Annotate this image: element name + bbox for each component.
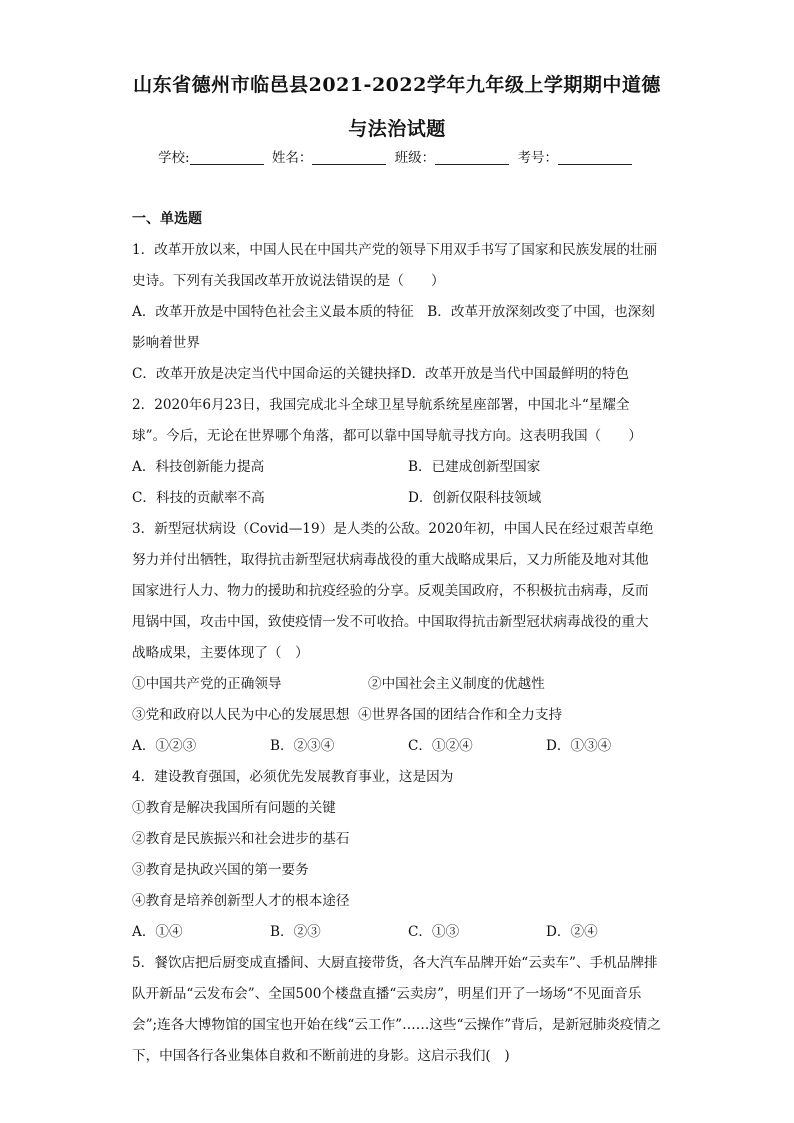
question-2-option-d[interactable]: D．创新仅限科技领域 xyxy=(408,490,542,506)
question-3-option-d[interactable]: D．①③④ xyxy=(546,738,612,754)
exam-number-label: 考号： xyxy=(517,150,558,166)
question-4-options xyxy=(132,917,662,948)
question-4-option-a[interactable]: A．①④ xyxy=(132,924,183,940)
question-3-statements-12 xyxy=(132,669,662,700)
question-3-statement-3: ③党和政府以人民为中心的发展思想 xyxy=(132,707,350,723)
question-3-options xyxy=(132,731,662,762)
question-3-option-c[interactable]: C．①②④ xyxy=(408,738,473,754)
name-blank[interactable] xyxy=(312,150,386,165)
question-2-options-ab xyxy=(132,452,662,483)
question-2-option-a[interactable]: A．科技创新能力提高 xyxy=(132,459,265,475)
question-3-stem: 3．新型冠状病设（Covid—19）是人类的公敌。2020年初，中国人民在经过艰苦卓绝努力并付出牺牲，取得抗击新型冠状病毒战役的重大战略成果后，又力所能及地对其他国家进行人力、物力的援助和抗疫经验的分享。反观美国政府，不积极抗击病毒，反而甩锅中国，攻击中国，致使疫情一发不可收拾。中国取得抗击新型冠状病毒战役的重大战略成果，主要体现了（ ） xyxy=(132,521,654,661)
section-title: 一、单选题 xyxy=(132,211,202,227)
question-4-option-d[interactable]: D．②④ xyxy=(546,924,598,940)
question-list xyxy=(132,204,662,1072)
question-1-option-a[interactable]: A．改革开放是中国特色社会主义最本质的特征 xyxy=(132,304,414,320)
question-3-statement-4: ④世界各国的团结合作和全力支持 xyxy=(358,707,563,723)
exam-title-line1: 山东省德州市临邑县2021-2022学年九年级上学期期中道德 xyxy=(133,74,661,96)
question-3-statements-34 xyxy=(132,700,662,731)
question-1-stem: 1．改革开放以来，中国人民在中国共产党的领导下用双手书写了国家和民族发展的壮丽史诗。下列有关我国改革开放说法错误的是（ ） xyxy=(132,242,658,289)
question-2-options-cd xyxy=(132,483,662,514)
question-2-stem: 2．2020年6月23日，我国完成北斗全球卫星导航系统星座部署，中国北斗“星耀全球”。今后，无论在世界哪个角落，都可以靠中国导航寻找方向。这表明我国（ ） xyxy=(132,397,642,444)
question-1-options-cd xyxy=(132,359,662,390)
question-1-option-b[interactable]: B．改革开放深刻改变了中国，也深刻影响着世界 xyxy=(132,304,655,351)
student-info-line xyxy=(0,146,794,166)
question-4-option-b[interactable]: B．②③ xyxy=(270,924,321,940)
question-4-option-c[interactable]: C．①③ xyxy=(408,924,460,940)
question-2-option-c[interactable]: C．科技的贡献率不高 xyxy=(132,490,265,506)
question-1-options-ab xyxy=(132,297,662,359)
question-1-option-d[interactable]: D．改革开放是当代中国最鲜明的特色 xyxy=(400,366,630,382)
name-label: 姓名： xyxy=(271,150,313,166)
class-blank[interactable] xyxy=(435,150,509,165)
question-2-option-b[interactable]: B．已建成创新型国家 xyxy=(408,459,541,475)
question-4-stem: 4．建设教育强国，必须优先发展教育事业，这是因为 xyxy=(132,769,454,785)
question-3-option-a[interactable]: A．①②③ xyxy=(132,738,197,754)
exam-number-blank[interactable] xyxy=(558,150,632,165)
class-label: 班级： xyxy=(394,150,436,166)
question-3-statement-2: ②中国社会主义制度的优越性 xyxy=(368,676,545,692)
question-5-stem: 5．餐饮店把后厨变成直播间、大厨直接带货，各大汽车品牌开始“云卖车”、手机品牌排队开新品“云发布会”、全国500个楼盘直播“云卖房”，明星们开了一场场“不见面音乐会”;连各大博物馆的国宝也开始在线“云工作”……这些“云操作”背后，是新冠肺炎疫情之下，中国各行各业集体自救和不断前进的身影。这启示我们( ) xyxy=(132,955,661,1064)
school-blank[interactable] xyxy=(190,150,264,165)
school-label: 学校: xyxy=(158,150,190,166)
question-3-statement-1: ①中国共产党的正确领导 xyxy=(132,676,282,692)
question-4-statement-4: ④教育是培养创新型人才的根本途径 xyxy=(132,893,350,909)
question-4-statement-2: ②教育是民族振兴和社会进步的基石 xyxy=(132,831,350,847)
exam-title-line2: 与法治试题 xyxy=(348,118,446,140)
question-1-option-c[interactable]: C．改革开放是决定当代中国命运的关键抉择 xyxy=(132,366,401,382)
question-4-statement-1: ①教育是解决我国所有问题的关键 xyxy=(132,800,336,816)
question-4-statement-3: ③教育是执政兴国的第一要务 xyxy=(132,862,309,878)
question-3-option-b[interactable]: B．②③④ xyxy=(270,738,335,754)
